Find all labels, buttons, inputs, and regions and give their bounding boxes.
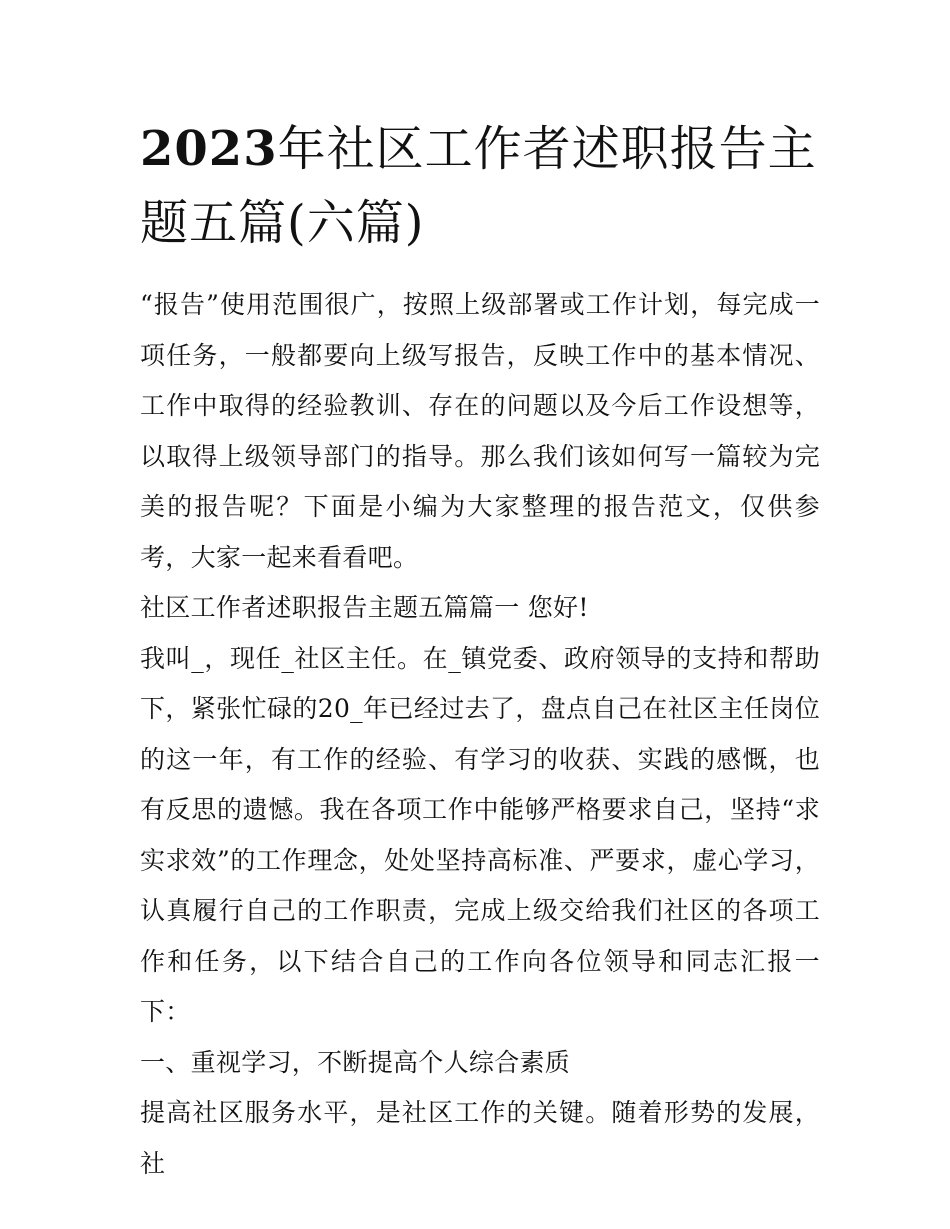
section-heading-1: 一、重视学习，不断提高个人综合素质 bbox=[140, 1047, 571, 1077]
document-body bbox=[140, 280, 820, 1189]
title-year: 2023 bbox=[140, 121, 278, 177]
body-paragraph: 我叫_，现任_社区主任。在_镇党委、政府领导的支持和帮助下，紧张忙碌的20_年已经过去了，盘点自己在社区主任岗位的这一年，有工作的经验、有学习的收获、实践的感慨，也有反思的遗憾。我在各项工作中能够严格要求自己，坚持“求实求效”的工作理念，处处坚持高标准、严要求，虚心学习，认真履行自己的工作职责，完成上级交给我们社区的各项工作和任务，以下结合自己的工作向各位领导和同志汇报一下： bbox=[140, 643, 820, 1026]
title-text: 年社区工作者述职报告主题五篇(六篇) bbox=[140, 121, 817, 251]
body-paragraph-continued: 提高社区服务水平，是社区工作的关键。随着形势的发展，社 bbox=[140, 1098, 820, 1178]
intro-paragraph: “报告”使用范围很广，按照上级部署或工作计划，每完成一项任务，一般都要向上级写报告，反映工作中的基本情况、工作中取得的经验教训、存在的问题以及今后工作设想等，以取得上级领导部门的指导。那么我们该如何写一篇较为完美的报告呢？下面是小编为大家整理的报告范文，仅供参考，大家一起来看看吧。 bbox=[140, 290, 820, 572]
document-title bbox=[140, 112, 820, 260]
section-heading-greeting: 社区工作者述职报告主题五篇篇一 您好! bbox=[140, 593, 589, 622]
